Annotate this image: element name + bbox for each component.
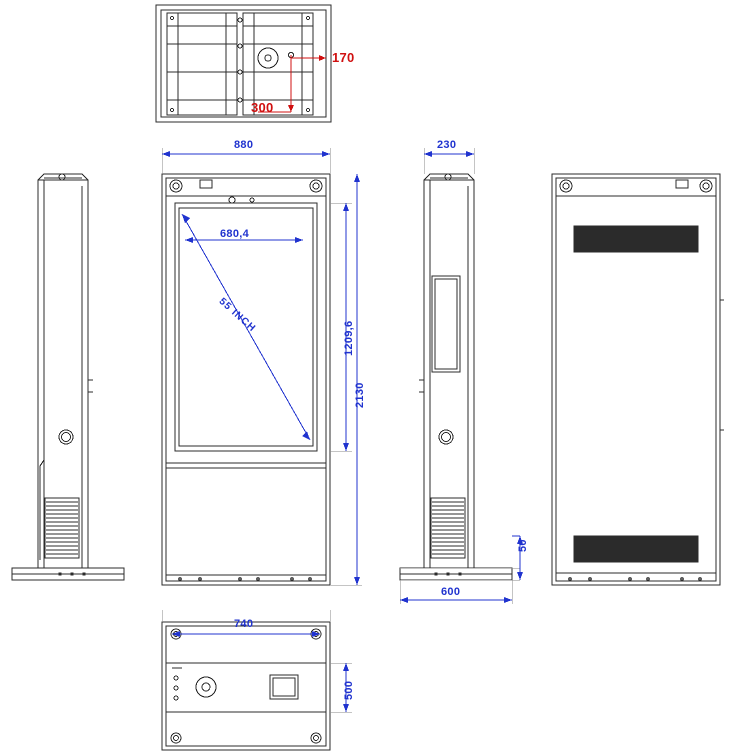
dim-screen-width: 680,4 — [220, 228, 250, 240]
dim-top-view-vertical: 170 — [332, 50, 355, 65]
dim-base-plan-height: 500 — [343, 680, 355, 700]
view-rear — [552, 174, 724, 585]
dim-base-height: 50 — [517, 539, 529, 552]
view-left-side — [12, 174, 124, 580]
dim-base-depth: 600 — [441, 586, 461, 598]
view-top-plan — [156, 5, 331, 122]
dim-side-depth: 230 — [437, 139, 457, 151]
dim-total-height: 2130 — [354, 382, 366, 408]
dim-screen-height: 1209,6 — [343, 320, 355, 356]
dim-top-view-horizontal: 300 — [251, 100, 274, 115]
dim-front-width: 880 — [234, 139, 254, 151]
dim-screen-diagonal: 55 INCH — [216, 296, 258, 335]
dim-base-width: 740 — [234, 618, 254, 630]
view-right-side — [400, 174, 512, 580]
view-bottom-plan — [162, 622, 330, 750]
